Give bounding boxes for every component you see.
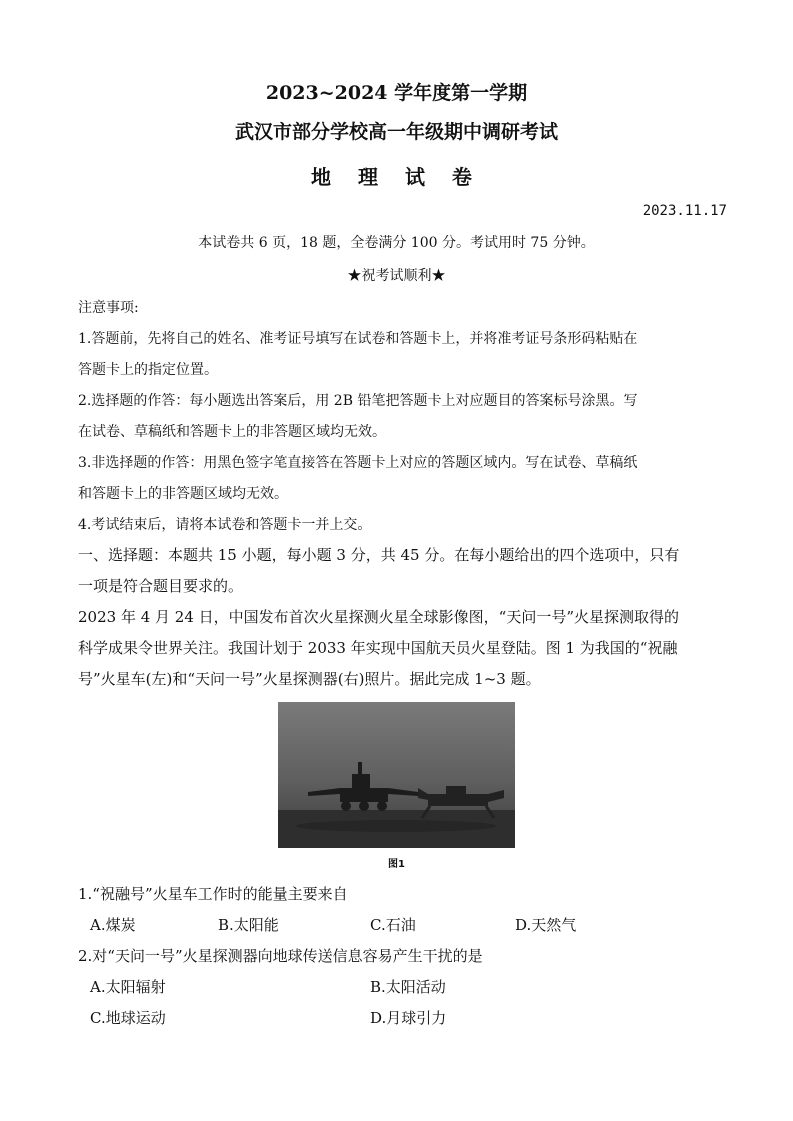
passage-line: 2023 年 4 月 24 日，中国发布首次火星探测火星全球影像图，“天问一号”火星探测取得的 xyxy=(78,608,679,626)
mars-rover-photo xyxy=(278,702,515,848)
notice-line: 1.答题前，先将自己的姓名、准考证号填写在试卷和答题卡上，并将准考证号条形码粘贴在 xyxy=(78,331,638,347)
question-2-option-d: D.月球引力 xyxy=(370,1009,447,1027)
notice-heading: 注意事项: xyxy=(78,300,139,316)
exam-date: 2023.11.17 xyxy=(642,203,727,219)
notice-line: 4.考试结束后，请将本试卷和答题卡一并上交。 xyxy=(78,517,372,533)
question-2-option-c: C.地球运动 xyxy=(90,1009,166,1027)
notice-line: 答题卡上的指定位置。 xyxy=(78,362,218,378)
notice-line: 3.非选择题的作答：用黑色签字笔直接答在答题卡上对应的答题区域内。写在试卷、草稿纸 xyxy=(78,455,638,471)
question-2-stem: 2.对“天问一号”火星探测器向地球传送信息容易产生干扰的是 xyxy=(78,947,483,965)
notice-line: 在试卷、草稿纸和答题卡上的非答题区域均无效。 xyxy=(78,424,386,440)
notice-line: 2.选择题的作答：每小题选出答案后，用 2B 铅笔把答题卡上对应题目的答案标号涂黑。写 xyxy=(78,393,638,409)
passage-line: 科学成果令世界关注。我国计划于 2033 年实现中国航天员火星登陆。图 1 为我国的“祝融 xyxy=(78,639,678,657)
section-heading: 一、选择题：本题共 15 小题，每小题 3 分，共 45 分。在每小题给出的四个选项中，只有 xyxy=(78,546,680,564)
exam-info: 本试卷共 6 页，18 题，全卷满分 100 分。考试用时 75 分钟。 xyxy=(198,235,595,251)
notice-line: 和答题卡上的非答题区域均无效。 xyxy=(78,486,288,502)
question-1-option-a: A.煤炭 xyxy=(90,916,136,934)
question-1-option-b: B.太阳能 xyxy=(218,916,279,934)
title-academic-year: 2023~2024 学年度第一学期 xyxy=(265,82,528,104)
passage-line: 号”火星车(左)和“天问一号”火星探测器(右)照片。据此完成 1~3 题。 xyxy=(78,670,541,688)
question-1-option-c: C.石油 xyxy=(370,916,416,934)
figure-caption: 图1 xyxy=(388,859,405,870)
title-exam-name: 武汉市部分学校高一年级期中调研考试 xyxy=(234,121,558,143)
question-2-option-b: B.太阳活动 xyxy=(370,978,446,996)
question-1-option-d: D.天然气 xyxy=(515,916,577,934)
good-luck-line: ★祝考试顺利★ xyxy=(347,268,446,284)
title-subject: 地 理 试 卷 xyxy=(311,165,482,189)
question-2-option-a: A.太阳辐射 xyxy=(90,978,166,996)
question-1-stem: 1.“祝融号”火星车工作时的能量主要来自 xyxy=(78,885,348,903)
section-heading-cont: 一项是符合题目要求的。 xyxy=(78,577,244,595)
mars-rover-illustration xyxy=(278,702,515,848)
